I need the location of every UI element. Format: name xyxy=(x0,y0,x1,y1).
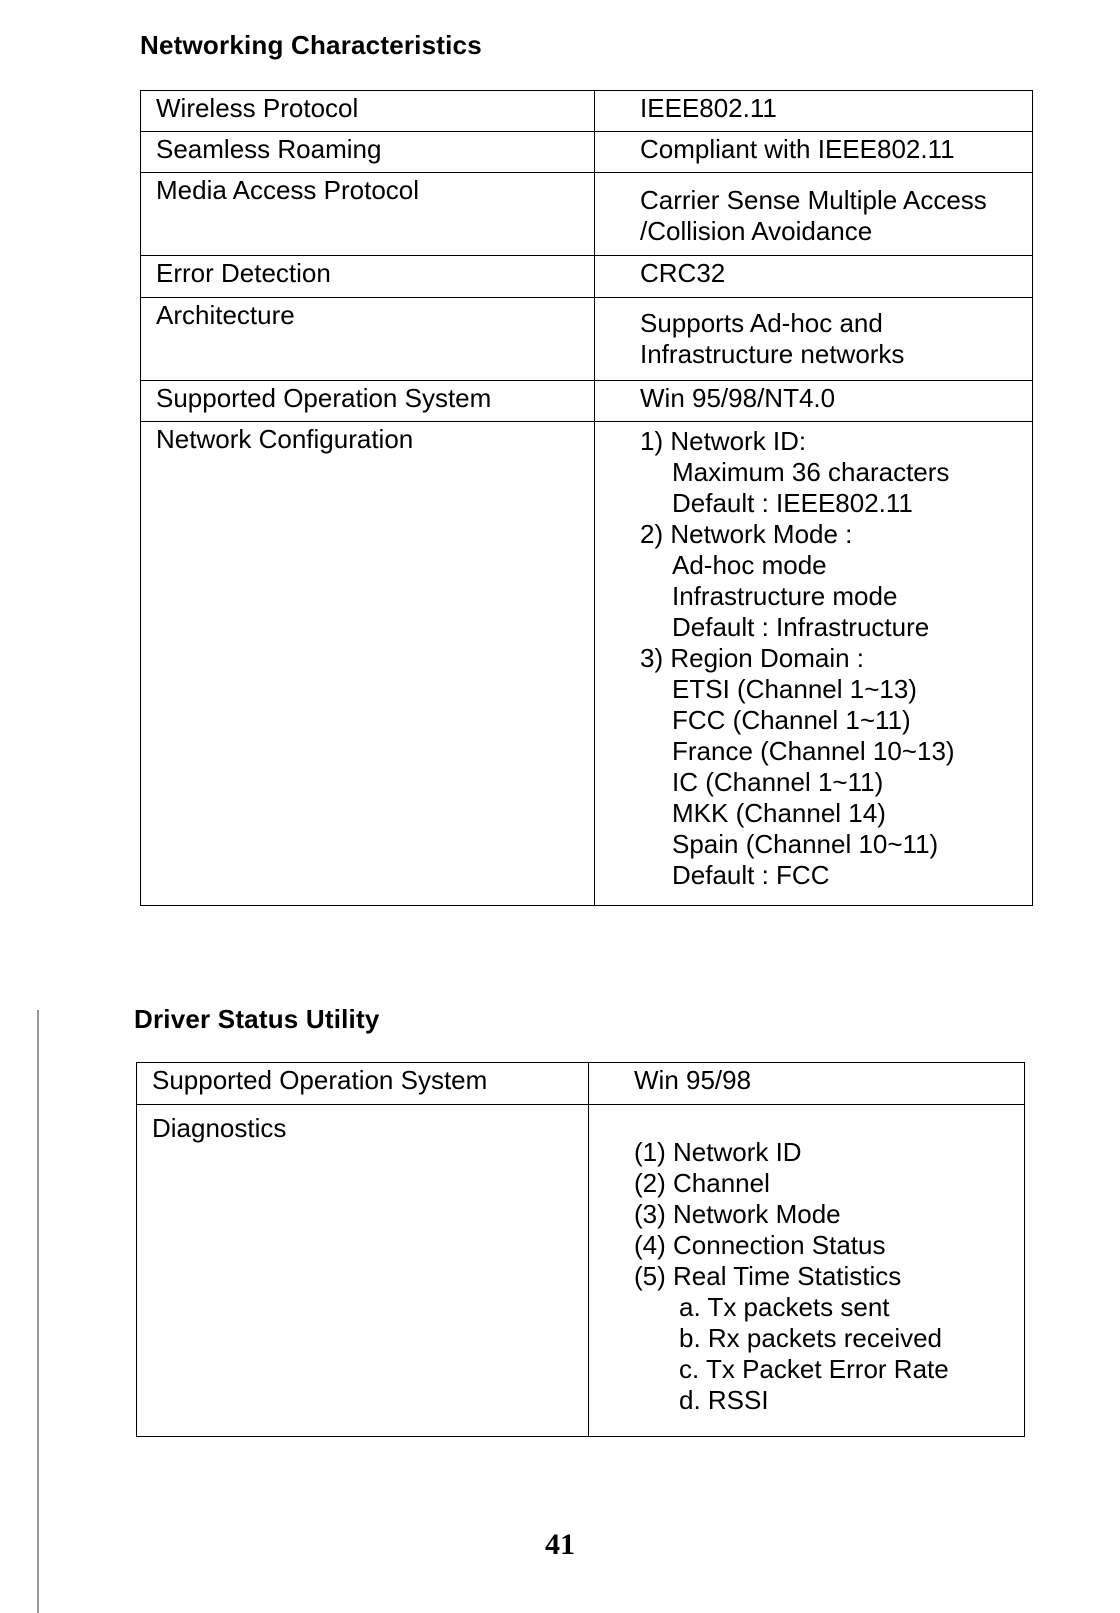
value-line: Carrier Sense Multiple Access xyxy=(640,185,987,215)
table-row xyxy=(141,298,1033,381)
config-item-title: 2) Network Mode : xyxy=(640,519,853,549)
row-label: Diagnostics xyxy=(137,1105,589,1437)
row-label: Supported Operation System xyxy=(137,1063,589,1105)
row-value: Win 95/98/NT4.0 xyxy=(595,381,1033,422)
table-row xyxy=(141,256,1033,298)
config-item-line: Default : IEEE802.11 xyxy=(672,488,913,518)
row-value xyxy=(595,173,1033,256)
row-value xyxy=(589,1105,1025,1437)
row-value: Win 95/98 xyxy=(589,1063,1025,1105)
config-item-line: FCC (Channel 1~11) xyxy=(672,705,911,735)
diagnostic-item: (1) Network ID xyxy=(634,1137,802,1167)
table-row xyxy=(137,1105,1025,1437)
config-item-line: Default : FCC xyxy=(672,860,830,890)
row-label: Wireless Protocol xyxy=(141,91,595,132)
section-title-networking: Networking Characteristics xyxy=(140,30,482,60)
config-item-line: MKK (Channel 14) xyxy=(672,798,886,828)
config-item-line: Maximum 36 characters xyxy=(672,457,950,487)
config-item-title: 1) Network ID: xyxy=(640,426,807,456)
config-item-line: IC (Channel 1~11) xyxy=(672,767,884,797)
row-value: CRC32 xyxy=(595,256,1033,298)
diagnostic-item: (5) Real Time Statistics xyxy=(634,1261,902,1291)
diagnostic-item: (4) Connection Status xyxy=(634,1230,886,1260)
diagnostic-subitem: c. Tx Packet Error Rate xyxy=(679,1354,949,1384)
section-title-driver: Driver Status Utility xyxy=(134,1004,380,1034)
diagnostic-item: (3) Network Mode xyxy=(634,1199,841,1229)
row-label: Media Access Protocol xyxy=(141,173,595,256)
row-value xyxy=(595,422,1033,906)
row-value: IEEE802.11 xyxy=(595,91,1033,132)
diagnostic-subitem: b. Rx packets received xyxy=(679,1323,943,1353)
config-item-title: 3) Region Domain : xyxy=(640,643,864,673)
value-line: /Collision Avoidance xyxy=(640,216,873,246)
table-row xyxy=(141,132,1033,173)
table-row xyxy=(141,422,1033,906)
diagnostic-subitem: d. RSSI xyxy=(679,1385,769,1415)
config-item-line: ETSI (Channel 1~13) xyxy=(672,674,917,704)
row-label: Architecture xyxy=(141,298,595,381)
config-item-line: Infrastructure mode xyxy=(672,581,898,611)
config-item-line: France (Channel 10~13) xyxy=(672,736,955,766)
row-label: Error Detection xyxy=(141,256,595,298)
table-row xyxy=(141,173,1033,256)
diagnostic-subitem: a. Tx packets sent xyxy=(679,1292,890,1322)
value-line: Supports Ad-hoc and xyxy=(640,308,883,338)
value-line: Infrastructure networks xyxy=(640,339,905,369)
config-item-line: Spain (Channel 10~11) xyxy=(672,829,939,859)
table-row xyxy=(141,381,1033,422)
networking-characteristics-table xyxy=(140,90,1033,906)
row-value: Compliant with IEEE802.11 xyxy=(595,132,1033,173)
row-label: Supported Operation System xyxy=(141,381,595,422)
driver-status-table xyxy=(136,1062,1025,1437)
row-value xyxy=(595,298,1033,381)
table-row xyxy=(137,1063,1025,1105)
table-row xyxy=(141,91,1033,132)
page-number: 41 xyxy=(545,1528,575,1561)
config-item-line: Ad-hoc mode xyxy=(672,550,827,580)
diagnostic-item: (2) Channel xyxy=(634,1168,770,1198)
config-item-line: Default : Infrastructure xyxy=(672,612,930,642)
row-label: Seamless Roaming xyxy=(141,132,595,173)
row-label: Network Configuration xyxy=(141,422,595,906)
scan-margin-line xyxy=(37,1010,39,1613)
